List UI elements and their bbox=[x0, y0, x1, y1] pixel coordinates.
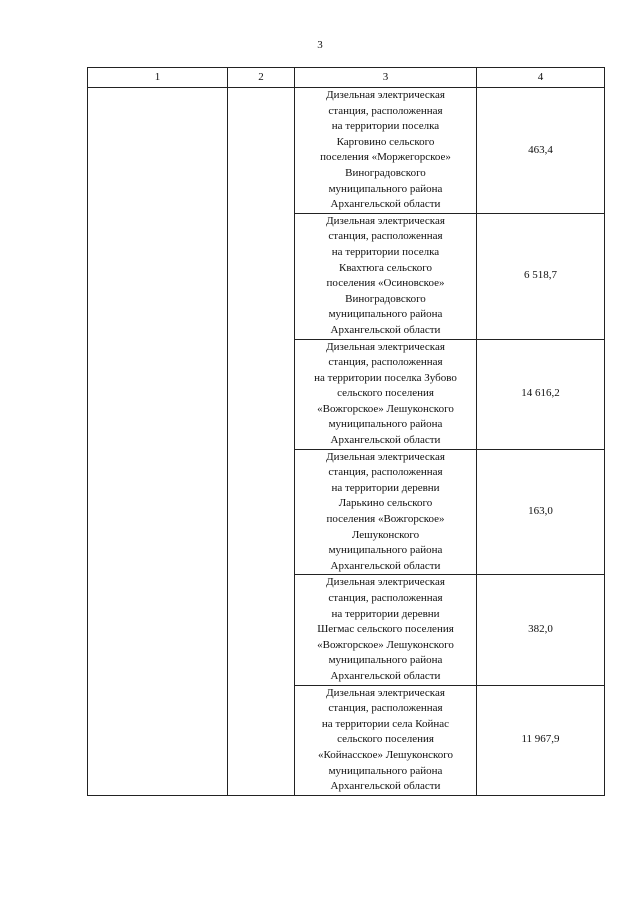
description-line: муниципального района bbox=[328, 418, 443, 431]
description-line: станция, расположенная bbox=[328, 592, 443, 604]
column-header-1: 1 bbox=[88, 68, 228, 88]
station-value: 163,0 bbox=[477, 449, 605, 575]
description-line: поселения «Вожгорское» bbox=[326, 513, 445, 526]
description-line: на территории поселка Зубово bbox=[314, 371, 457, 384]
description-line: Архангельской области bbox=[330, 323, 441, 336]
station-value: 6 518,7 bbox=[477, 213, 605, 339]
description-line: на территории деревни bbox=[331, 481, 440, 494]
description-line: поселения «Моржегорское» bbox=[320, 151, 451, 164]
description-line: на территории поселка bbox=[331, 245, 440, 258]
column-header-2: 2 bbox=[228, 68, 295, 88]
station-value: 463,4 bbox=[477, 88, 605, 214]
station-description bbox=[295, 88, 477, 214]
description-line: Шегмас сельского поселения bbox=[317, 623, 454, 636]
description-line: на территории села Койнас bbox=[321, 717, 450, 730]
description-line: станция, расположенная bbox=[328, 230, 443, 243]
description-line: Дизельная электрическая bbox=[326, 686, 445, 699]
description-line: Архангельской области bbox=[330, 669, 441, 682]
description-line: «Койнасское» Лешуконского bbox=[317, 748, 454, 761]
description-line: муниципального района bbox=[328, 764, 443, 777]
description-line: Архангельской области bbox=[330, 434, 441, 447]
description-line: «Вожгорское» Лешуконского bbox=[317, 638, 454, 651]
description-line: «Вожгорское» Лешуконского bbox=[317, 402, 454, 415]
description-line: Карговино сельского bbox=[336, 135, 435, 148]
description-line: Архангельской области bbox=[330, 559, 441, 572]
page-number: 3 bbox=[317, 39, 323, 51]
description-line: Ларькино сельского bbox=[338, 497, 433, 510]
description-line: сельского поселения bbox=[337, 387, 434, 400]
column-header-3: 3 bbox=[295, 68, 477, 88]
description-line: на территории поселка bbox=[331, 120, 440, 133]
description-line: Виноградовского bbox=[345, 166, 426, 179]
station-value: 14 616,2 bbox=[477, 339, 605, 449]
description-line: Дизельная электрическая bbox=[326, 214, 445, 227]
description-line: Дизельная электрическая bbox=[326, 450, 445, 463]
table-row bbox=[88, 88, 605, 214]
description-line: Дизельная электрическая bbox=[326, 340, 445, 353]
description-line: муниципального района bbox=[328, 654, 443, 667]
station-description bbox=[295, 575, 477, 685]
description-line: муниципального района bbox=[328, 182, 443, 195]
description-line: станция, расположенная bbox=[328, 702, 443, 715]
description-line: Архангельской области bbox=[330, 780, 441, 793]
station-description bbox=[295, 213, 477, 339]
description-line: Дизельная электрическая bbox=[326, 89, 445, 101]
station-description bbox=[295, 449, 477, 575]
description-line: станция, расположенная bbox=[328, 466, 443, 479]
station-description bbox=[295, 685, 477, 795]
document-table bbox=[87, 67, 605, 796]
description-line: Виноградовского bbox=[345, 292, 426, 305]
description-line: Лешуконского bbox=[351, 528, 420, 541]
description-line: Архангельской области bbox=[330, 198, 441, 211]
description-line: муниципального района bbox=[328, 308, 443, 321]
description-line: поселения «Осиновское» bbox=[326, 277, 445, 290]
description-line: муниципального района bbox=[328, 544, 443, 557]
station-value: 382,0 bbox=[477, 575, 605, 685]
description-line: на территории деревни bbox=[331, 607, 440, 620]
column-1-cell bbox=[88, 88, 228, 796]
description-line: сельского поселения bbox=[337, 733, 434, 746]
column-header-4: 4 bbox=[477, 68, 605, 88]
description-line: станция, расположенная bbox=[328, 356, 443, 369]
station-value: 11 967,9 bbox=[477, 685, 605, 795]
description-line: Дизельная электрическая bbox=[326, 576, 445, 589]
description-line: станция, расположенная bbox=[328, 104, 443, 117]
column-2-cell bbox=[228, 88, 295, 796]
description-line: Квахтюга сельского bbox=[339, 261, 432, 274]
table-header-row bbox=[88, 68, 605, 88]
station-description bbox=[295, 339, 477, 449]
